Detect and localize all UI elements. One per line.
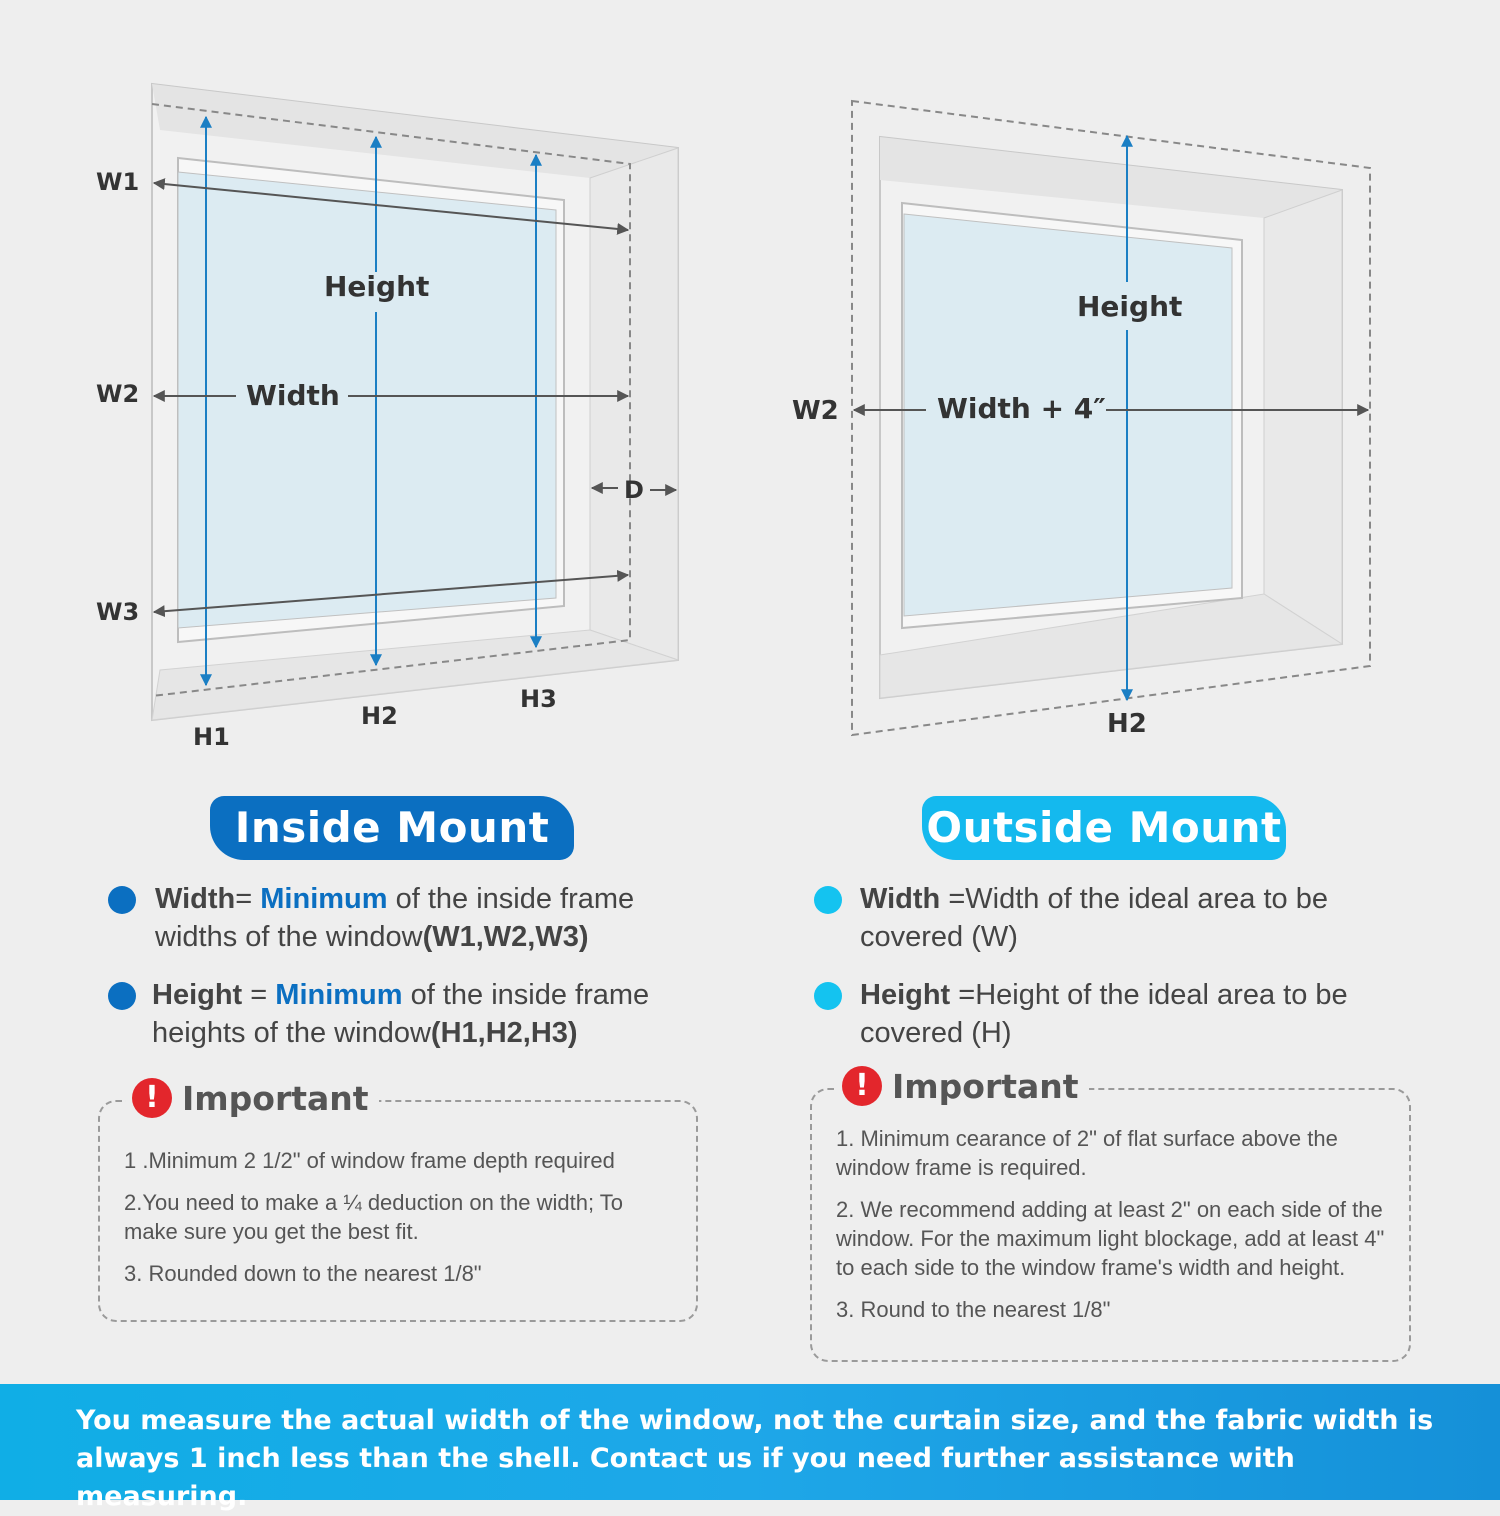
label-w1: W1 <box>96 168 140 196</box>
outside-mount-title: Outside Mount <box>922 796 1286 860</box>
label-h1: H1 <box>193 723 230 751</box>
inside-mount-diagram <box>96 84 678 751</box>
bullet-dot <box>108 886 136 914</box>
values: (W1,W2,W3) <box>422 921 589 953</box>
important-item: 2.You need to make a ¼ deduction on the width; To make sure you get the best fit. <box>124 1190 624 1244</box>
outside-height-bullet <box>860 976 1400 1052</box>
separator: = <box>235 883 261 915</box>
outside-important-header <box>836 1066 1089 1106</box>
important-item: 2. We recommend adding at least 2" on each side of the window. For the maximum light blockage, add at least 4" to each side to the window frame's width and height. <box>836 1197 1385 1280</box>
important-title: Important <box>182 1078 369 1118</box>
inside-height-bullet <box>152 976 697 1052</box>
frame-right-face <box>1264 190 1342 644</box>
bullet-dot <box>814 982 842 1010</box>
bullet-dot <box>814 886 842 914</box>
inside-important-header <box>126 1078 379 1118</box>
banner-text: You measure the actual width of the window, not the curtain size, and the fabric width is always 1 inch less than the shell. Contact us if you need further assistance with measuring. <box>76 1405 1434 1512</box>
term: Width <box>860 883 941 915</box>
description: =Width of the ideal area to be covered (W) <box>860 883 1328 953</box>
frame-right-face <box>590 148 678 660</box>
bottom-banner <box>0 1384 1500 1512</box>
exclamation-icon: ! <box>842 1066 882 1106</box>
important-item: 1. Minimum cearance of 2" of flat surface above the window frame is required. <box>836 1126 1338 1180</box>
outside-width-bullet <box>860 880 1400 956</box>
term: Width <box>155 883 236 915</box>
label-width: Width <box>246 379 340 412</box>
label-height: Height <box>324 270 430 303</box>
label-h2: H2 <box>361 702 398 730</box>
important-item: 1 .Minimum 2 1/2" of window frame depth required <box>124 1148 615 1173</box>
label-w3: W3 <box>96 598 140 626</box>
exclamation-icon: ! <box>132 1078 172 1118</box>
label-w2: W2 <box>96 380 140 408</box>
keyword: Minimum <box>260 883 388 915</box>
outside-mount-diagram <box>792 101 1370 739</box>
label-height: Height <box>1077 290 1183 323</box>
inside-important-list <box>124 1146 680 1301</box>
term: Height <box>152 979 243 1011</box>
description: of the inside frame heights of the window <box>152 979 650 1049</box>
keyword: Minimum <box>275 979 403 1011</box>
important-title: Important <box>892 1066 1079 1106</box>
term: Height <box>860 979 951 1011</box>
important-item: 3. Round to the nearest 1/8" <box>836 1297 1111 1322</box>
inside-mount-title: Inside Mount <box>210 796 574 860</box>
inside-width-bullet <box>155 880 695 956</box>
label-w2: W2 <box>792 396 839 426</box>
window-glass <box>178 172 556 628</box>
label-h3: H3 <box>520 685 557 713</box>
separator: = <box>242 979 276 1011</box>
important-item: 3. Rounded down to the nearest 1/8" <box>124 1261 482 1286</box>
label-d: D <box>624 476 644 504</box>
description: =Height of the ideal area to be covered (H) <box>860 979 1348 1049</box>
label-width-plus-4: Width + 4″ <box>937 392 1106 425</box>
values: (H1,H2,H3) <box>430 1017 578 1049</box>
outside-important-list <box>836 1124 1392 1337</box>
label-h2: H2 <box>1107 709 1147 739</box>
bullet-dot <box>108 982 136 1010</box>
description: of the inside frame widths of the window <box>155 883 635 953</box>
